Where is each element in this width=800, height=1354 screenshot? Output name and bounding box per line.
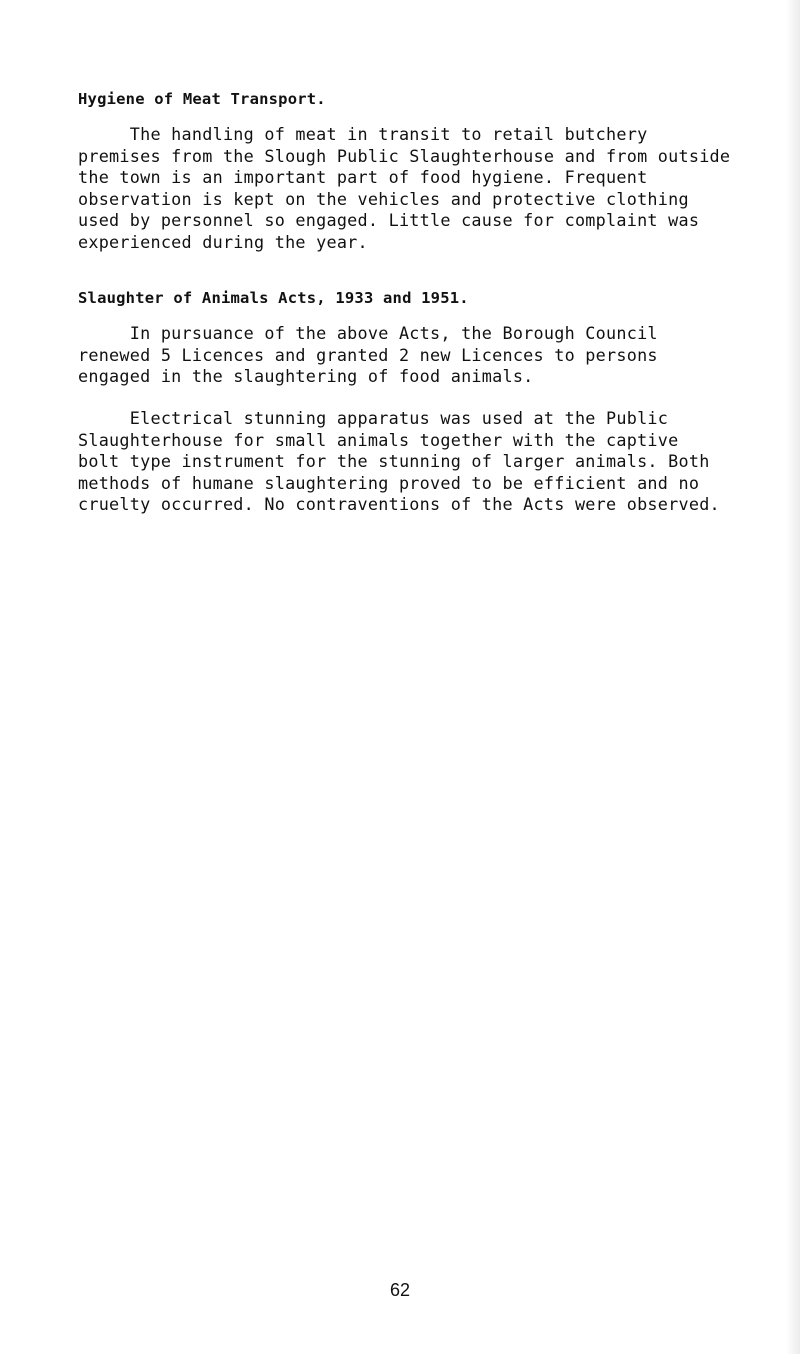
text-line: Slaughterhouse for small animals together with the captive — [78, 429, 679, 450]
page-number: 62 — [389, 1280, 411, 1300]
text-line: used by personnel so engaged. Little cause for complaint was — [78, 210, 700, 231]
paragraph-meat-transport — [78, 124, 778, 254]
text-line: cruelty occurred. No contraventions of the Acts were observed. — [78, 494, 720, 515]
text-line: methods of humane slaughtering proved to be efficient and no — [78, 472, 700, 493]
section-heading-slaughter-acts: Slaughter of Animals Acts, 1933 and 1951. — [78, 289, 469, 307]
text-line: bolt type instrument for the stunning of larger animals. Both — [78, 451, 710, 472]
text-line: premises from the Slough Public Slaughterhouse and from outside — [78, 145, 731, 166]
text-line: The handling of meat in transit to retail butchery — [78, 124, 648, 144]
text-line: the town is an important part of food hygiene. Frequent — [78, 167, 648, 188]
text-line: engaged in the slaughtering of food animals. — [78, 366, 534, 387]
paragraph-licences — [78, 323, 778, 388]
text-line: renewed 5 Licences and granted 2 new Licences to persons — [78, 344, 658, 365]
text-line: In pursuance of the above Acts, the Borough Council — [78, 323, 658, 343]
section-heading-meat-transport: Hygiene of Meat Transport. — [78, 90, 326, 108]
paragraph-stunning — [78, 408, 778, 516]
text-line: experienced during the year. — [78, 231, 368, 252]
text-line: observation is kept on the vehicles and protective clothing — [78, 188, 689, 209]
text-line: Electrical stunning apparatus was used at the Public — [78, 408, 669, 428]
